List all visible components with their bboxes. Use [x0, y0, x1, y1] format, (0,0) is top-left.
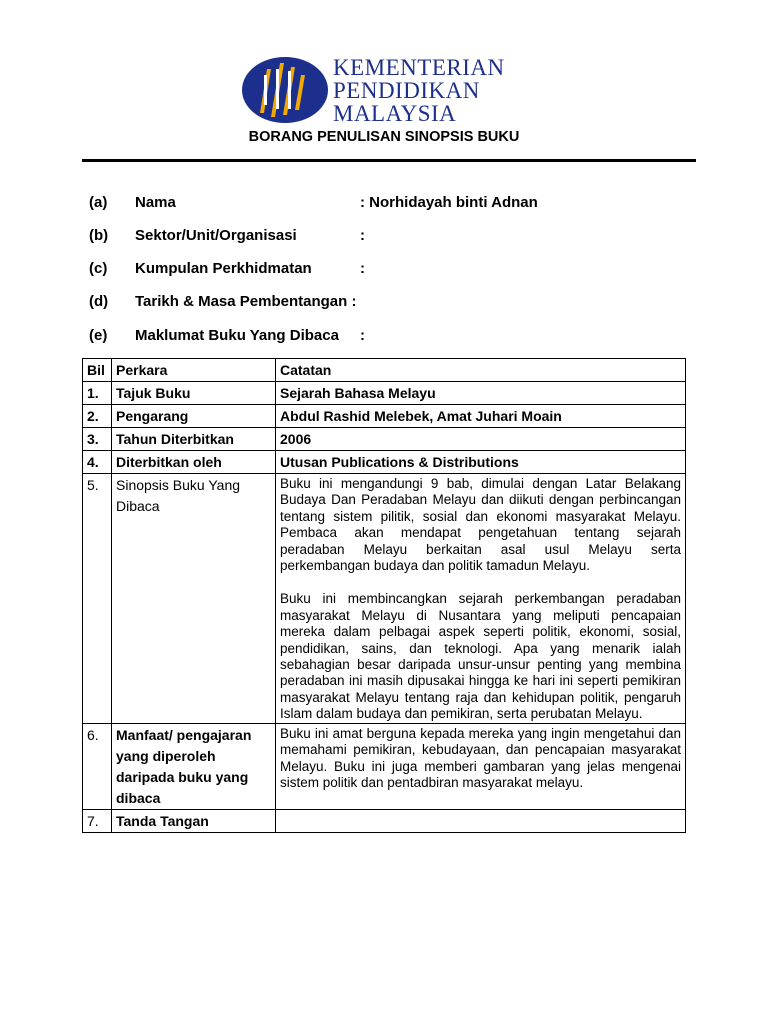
row-perkara: Tanda Tangan — [112, 809, 276, 832]
header-bil: Bil — [83, 359, 112, 382]
row-perkara: Manfaat/ pengajaran yang diperoleh daripada buku yang dibaca — [112, 723, 276, 809]
row-catatan: Utusan Publications & Distributions — [276, 451, 686, 474]
field-label: Tarikh & Masa Pembentangan : — [135, 293, 357, 310]
synopsis-paragraph-2: Buku ini membincangkan sejarah perkembangan peradaban masyarakat Melayu di Nusantara yang meliputi pencapaian mereka dalam pelbagai aspek seperti politik, ekonomi, sosial, pendidikan, sains, dan teknologi. Apa yang menarik ialah sebahagian besar daripada unsur-unsur penting yang membina peradaban ini masih dipusakai hingga ke hari ini seperti pemikiran masyarakat Melayu tentang raja dan kehidupan politik, pengaruh Islam dalam budaya dan pemikiran, serta perubatan Melayu. — [280, 591, 681, 722]
form-title: BORANG PENULISAN SINOPSIS BUKU — [248, 129, 520, 145]
field-letter: (a) — [89, 194, 108, 211]
field-label: Nama — [135, 194, 176, 211]
table-row-manfaat — [83, 723, 686, 809]
field-tarikh — [0, 293, 768, 313]
table-row-sinopsis — [83, 474, 686, 724]
signature-cell — [276, 809, 686, 832]
row-perkara: Diterbitkan oleh — [112, 451, 276, 474]
field-kumpulan — [0, 260, 768, 280]
table-row — [83, 428, 686, 451]
row-perkara: Tahun Diterbitkan — [112, 428, 276, 451]
table-row — [83, 405, 686, 428]
table-row — [83, 382, 686, 405]
row-catatan: 2006 — [276, 428, 686, 451]
row-catatan — [276, 723, 686, 809]
ministry-name-line-1: KEMENTERIAN — [333, 55, 505, 80]
ministry-name-line-3: MALAYSIA — [333, 101, 457, 126]
ministry-name-line-2: PENDIDIKAN — [333, 78, 480, 103]
field-nama — [0, 194, 768, 214]
field-value: : — [360, 227, 365, 244]
table-header-row — [83, 359, 686, 382]
row-bil: 4. — [83, 451, 112, 474]
benefit-text — [280, 725, 681, 792]
synopsis-paragraph-1: Buku ini mengandungi 9 bab, dimulai dengan Latar Belakang Budaya Dan Peradaban Melayu dan diikuti dengan perbincangan tentang sistem pilitik, sosial dan ekonomi masyarakat Melayu. Pembaca akan mendapat pengetahuan tentang sejarah peradaban Melayu berkaitan asal usul Melayu serta perkembangan budaya dan politik tamadun Melayu. — [280, 476, 681, 574]
row-catatan — [276, 474, 686, 724]
row-catatan: Abdul Rashid Melebek, Amat Juhari Moain — [276, 405, 686, 428]
row-perkara: Sinopsis Buku Yang Dibaca — [112, 474, 276, 724]
benefit-paragraph: Buku ini amat berguna kepada mereka yang ingin mengetahui dan memahami pemikiran, kebudayaan, dan pencapaian masyarakat Melayu. Buku ini juga memberi gambaran yang jelas mengenai sistem politik dan pentadbiran masyarakat melayu. — [280, 725, 681, 790]
table-row-signature — [83, 809, 686, 832]
row-bil: 2. — [83, 405, 112, 428]
row-bil: 3. — [83, 428, 112, 451]
field-value: : — [360, 327, 365, 344]
header-catatan: Catatan — [276, 359, 686, 382]
field-letter: (b) — [89, 227, 109, 244]
row-bil: 5. — [83, 474, 112, 724]
book-info-table — [82, 358, 686, 833]
row-bil: 6. — [83, 723, 112, 809]
ministry-name — [333, 56, 505, 125]
row-bil: 7. — [83, 809, 112, 832]
row-perkara: Tajuk Buku — [112, 382, 276, 405]
row-bil: 1. — [83, 382, 112, 405]
field-sektor — [0, 227, 768, 247]
field-letter: (c) — [89, 260, 108, 277]
synopsis-text — [280, 475, 681, 723]
field-value: : Norhidayah binti Adnan — [360, 194, 538, 211]
row-perkara: Pengarang — [112, 405, 276, 428]
field-label: Sektor/Unit/Organisasi — [135, 227, 297, 244]
row-catatan: Sejarah Bahasa Melayu — [276, 382, 686, 405]
field-label: Kumpulan Perkhidmatan — [135, 260, 312, 277]
table-row — [83, 451, 686, 474]
header-perkara: Perkara — [112, 359, 276, 382]
title-divider — [82, 159, 696, 162]
field-value: : — [360, 260, 365, 277]
field-maklumat — [0, 327, 768, 347]
field-letter: (d) — [89, 293, 109, 310]
field-letter: (e) — [89, 327, 108, 344]
field-label: Maklumat Buku Yang Dibaca — [135, 327, 339, 344]
